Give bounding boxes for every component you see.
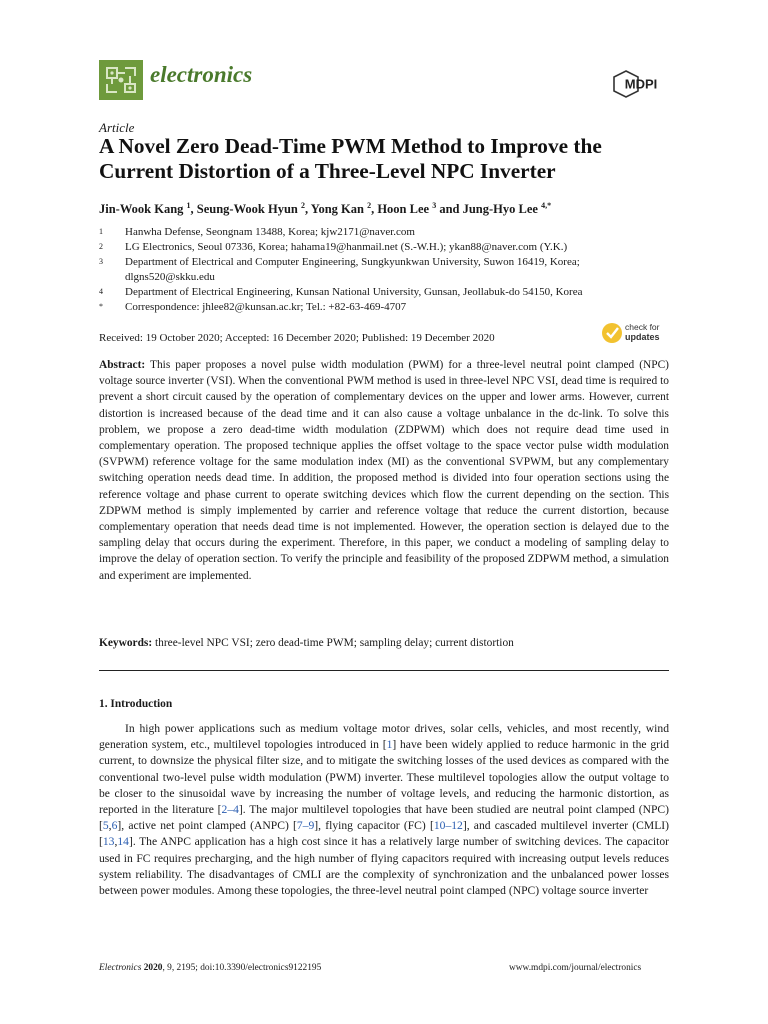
keywords-text: three-level NPC VSI; zero dead-time PWM; sampling delay; current distortion [155, 637, 514, 649]
introduction-text: ] have been widely applied to reduce harmonic in the grid current, to downsize the physical filter size, and to mitigate the switching losses of the used devices as compared with the conventional two-level pulse width modulation (PWM) inverter. These multilevel topologies allow the output voltage to be closer to the sinusoidal wave by increasing the number of voltage levels, and reducing the harmonic distortion, as reported in the literature [ [99, 738, 669, 817]
article-type: Article [99, 120, 135, 135]
affiliation-text: Correspondence: jhlee82@kunsan.ac.kr; Tel.: +82-63-469-4707 [125, 301, 407, 313]
reference-link[interactable]: 6 [111, 819, 118, 833]
footer-citation [99, 963, 321, 973]
author-name: Seung-Wook Hyun [196, 202, 298, 216]
reference-link[interactable]: 1 [386, 738, 393, 752]
footer-year: 2020 [143, 963, 163, 973]
affiliation-item [99, 285, 669, 300]
reference-link[interactable]: 10–12 [433, 819, 463, 833]
reference-link[interactable]: 5 [102, 819, 109, 833]
introduction-text: ]. The ANPC application has a high cost since it has a relatively large number of switching devices. The capacitor used in FC requires precharging, and the high number of flying capacitors required with increasing output levels reduces system reliability. The disadvantages of CMLI are the complexity of synchronization and the unbalanced power losses between power modules. Among these topologies, the three-level neutral point clamped (NPC) voltage source inverter [99, 835, 669, 898]
check-for-updates-badge[interactable] [601, 320, 671, 346]
affiliation-item [99, 225, 669, 240]
reference-link[interactable]: 2–4 [221, 803, 239, 817]
author-separator: , [190, 202, 197, 216]
affiliation-mark: 4 [99, 287, 103, 296]
affiliation-text: Department of Electrical Engineering, Kunsan National University, Gunsan, Jeollabuk-do 54150, Korea [125, 286, 583, 298]
affiliation-mark: 2 [99, 242, 103, 251]
abstract-text: This paper proposes a novel pulse width modulation (PWM) for a three-level neutral point clamped (NPC) voltage source inverter (VSI). When the conventional PWM method is used in three-level NPC VSI, dead time is required to prevent a short circuit caused by the operation of complementary devices on the upper and lower arms. However, current distortion is increased because of the dead time and it can also cause a voltage unbalance in the dc-link. To solve this problem, we propose a zero dead-time width modulation (ZDPWM) which does not require dead time used in complementary operation. The proposed technique applies the offset voltage to the space vector pulse width modulation (SVPWM) reference voltage for the same modulation index (MI) as the conventional SVPWM, but any complementary switching operation needs dead time. In addition, the proposed method is divided into four operation sections using the reference voltage and phase current to operate switching devices which flow the current depending on the section. This ZDPWM method is simply implemented by carrier and reference voltage that reduce the current distortion, because complementary operation that needs dead time is not implemented. However, the operation section is delayed due to the sampling delay that occurs during the experiment. Therefore, in this paper, we conduct a modeling of sampling delay to improve the delay of operation section. To verify the principle and feasibility of the proposed ZDPWM method, a simulation and experiment are implemented. [99, 359, 669, 582]
author-affiliation-mark: 2 [367, 200, 372, 210]
affiliation-mark: 1 [99, 227, 103, 236]
author-affiliation-mark: 2 [301, 200, 305, 210]
check-for-updates-line2: updates [625, 332, 660, 342]
footer-journal: Electronics [99, 963, 142, 973]
author-affiliation-mark: 4,* [541, 200, 552, 210]
publication-dates: Received: 19 October 2020; Accepted: 16 December 2020; Published: 19 December 2020 [99, 332, 495, 344]
author-separator: , [305, 202, 311, 216]
journal-logo-icon [99, 60, 143, 100]
abstract [99, 357, 669, 584]
affiliation-text: LG Electronics, Seoul 07336, Korea; hahama19@hanmail.net (S.-W.H.); ykan88@naver.com (Y.K.) [125, 241, 568, 253]
reference-link[interactable]: 7–9 [296, 819, 315, 833]
journal-name: electronics [150, 62, 253, 87]
keywords-label: Keywords: [99, 637, 153, 649]
author-list [99, 202, 551, 217]
author-name: Jung-Hyo Lee [462, 202, 538, 216]
affiliation-mark: * [99, 302, 103, 311]
affiliation-item [99, 255, 669, 285]
introduction-text: ], flying capacitor (FC) [ [314, 819, 434, 833]
reference-link[interactable]: 14 [117, 835, 129, 849]
author-name: Jin-Wook Kang [99, 202, 184, 216]
check-for-updates-line1: check for [625, 322, 660, 332]
introduction-text: , [108, 819, 112, 833]
footer-url[interactable]: www.mdpi.com/journal/electronics [509, 963, 642, 973]
author-affiliation-mark: 3 [432, 200, 437, 210]
section-divider [99, 670, 669, 671]
mdpi-logo-icon [611, 69, 669, 99]
paper-title: A Novel Zero Dead-Time PWM Method to Improve the Current Distortion of a Three-Level NPC Inverter [99, 134, 602, 183]
affiliation-mark: 3 [99, 257, 103, 266]
mdpi-logo-text: MDPI [624, 76, 658, 92]
author-name: Hoon Lee [377, 202, 430, 216]
keywords [99, 637, 514, 649]
author-name: Yong Kan [310, 202, 364, 216]
author-and: and [436, 202, 463, 216]
author-separator: , [371, 202, 378, 216]
introduction-text: In high power applications such as medium voltage motor drives, solar cells, vehicles, and most recently, wind generation system, etc., multilevel topologies introduced in [ [99, 722, 669, 752]
affiliation-text: Department of Electrical and Computer Engineering, Sungkyunkwan University, Suwon 16419, Korea; dlgns520@skku.edu [125, 256, 580, 283]
footer-citation-rest: , 9, 2195; doi:10.3390/electronics9122195 [162, 963, 322, 973]
introduction-heading: 1. Introduction [99, 698, 173, 710]
introduction-text: ], and cascaded multilevel inverter (CMLI) [ [99, 819, 670, 849]
affiliation-item [99, 300, 669, 315]
reference-link[interactable]: 13 [102, 835, 115, 849]
introduction-paragraph [99, 721, 669, 899]
affiliation-item [99, 240, 669, 255]
author-affiliation-mark: 1 [186, 200, 191, 210]
introduction-text: ]. The major multilevel topologies that have been studied are neutral point clamped (NPC) [ [99, 803, 669, 833]
affiliation-text: Hanwha Defense, Seongnam 13488, Korea; kjw2171@naver.com [125, 226, 415, 238]
introduction-text: ], active net point clamped (ANPC) [ [117, 819, 297, 833]
introduction-text: , [114, 835, 118, 849]
abstract-label: Abstract: [99, 359, 146, 371]
